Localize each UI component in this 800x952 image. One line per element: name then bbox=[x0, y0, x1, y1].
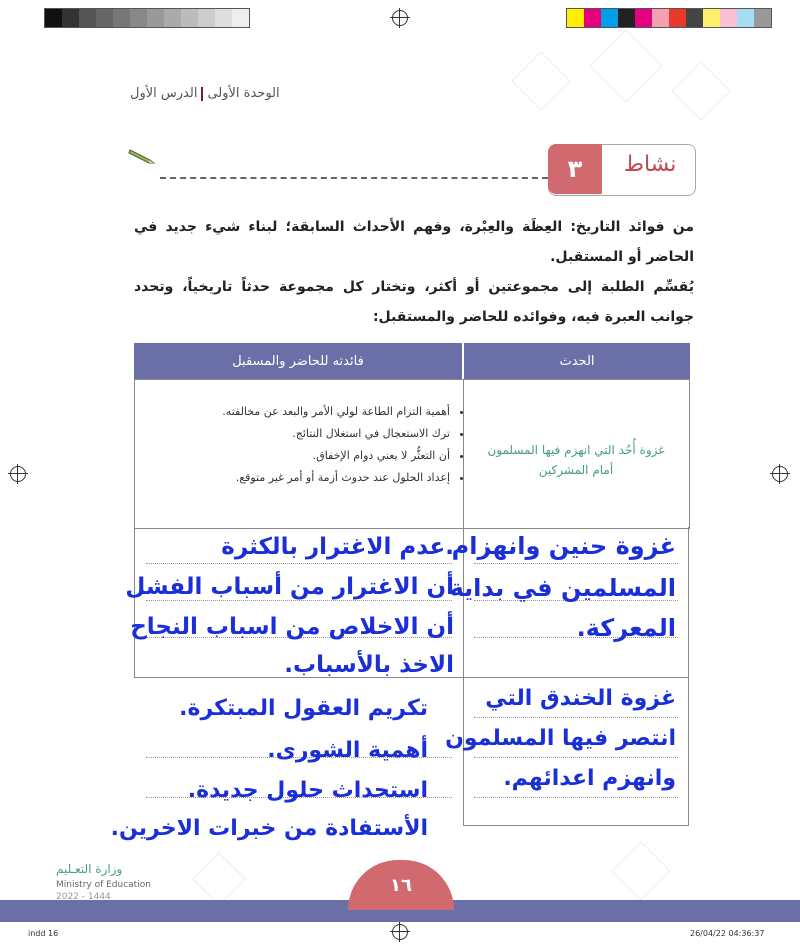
print-timestamp: 26/04/22 04:36:37 bbox=[690, 929, 765, 938]
registration-mark-icon bbox=[10, 466, 26, 482]
list-item: • ترك الاستعجال في استغلال النتائج. bbox=[150, 427, 450, 440]
writing-line bbox=[146, 600, 452, 601]
writing-line bbox=[474, 797, 678, 798]
decor-shape bbox=[511, 51, 570, 110]
handwritten-benefit-line: تكريم العقول المبتكرة. bbox=[179, 696, 428, 721]
grayscale-bar bbox=[44, 8, 250, 28]
writing-line bbox=[146, 563, 452, 564]
handwritten-event-line: انتصر فيها المسلمون bbox=[445, 726, 676, 751]
example-benefits-list bbox=[150, 405, 464, 493]
activity-number: ٣ bbox=[548, 144, 602, 194]
breadcrumb-lesson: الدرس الأول bbox=[130, 86, 198, 101]
table-left-border bbox=[134, 527, 135, 677]
handwritten-benefit-line: استحداث حلول جديدة. bbox=[187, 778, 428, 803]
header-divider bbox=[462, 343, 464, 379]
column-header-benefit: فائدته للحاضر والمسقبل bbox=[134, 343, 462, 379]
handwritten-event-line: المعركة. bbox=[576, 614, 676, 642]
registration-mark-icon bbox=[392, 10, 408, 26]
color-bar bbox=[566, 8, 772, 28]
handwritten-event-line: وانهزم اعدائهم. bbox=[503, 766, 676, 791]
handwritten-benefit-line: الأستفادة من خبرات الاخرين. bbox=[110, 816, 428, 841]
table-right-border bbox=[688, 527, 689, 825]
list-item: • أن التعثُّر لا يعني دوام الإخفاق. bbox=[150, 449, 450, 462]
registration-mark-icon bbox=[772, 466, 788, 482]
ministry-english: Ministry of Education bbox=[56, 880, 151, 890]
list-item: • إعداد الحلول عند حدوث أزمة أو أمر غير متوقع. bbox=[150, 471, 450, 484]
handwritten-benefit-line: أهمية الشورى. bbox=[267, 738, 428, 763]
print-slug: indd 16 bbox=[28, 929, 59, 938]
column-header-event: الحدث bbox=[464, 343, 690, 379]
page-number: ١٦ bbox=[348, 860, 454, 910]
breadcrumb bbox=[130, 86, 280, 101]
writing-line bbox=[474, 757, 678, 758]
handwritten-benefit-line: أن الاغترار من أسباب الفشل bbox=[125, 574, 454, 600]
activity-label: نشاط bbox=[623, 152, 677, 177]
handwritten-benefit-line: أن الاخلاص من اسباب النجاح bbox=[130, 614, 454, 640]
activity-divider bbox=[160, 177, 548, 179]
breadcrumb-unit: الوحدة الأولى bbox=[207, 86, 280, 101]
decor-shape bbox=[611, 841, 670, 900]
decor-shape bbox=[589, 29, 663, 103]
row-divider bbox=[463, 825, 689, 826]
decor-shape bbox=[671, 61, 730, 120]
ministry-logo-text: وزارة التعـليم bbox=[56, 862, 123, 876]
writing-line bbox=[474, 563, 678, 564]
list-item: • أهمية التزام الطاعة لولي الأمر والبعد عن مخالفته. bbox=[150, 405, 450, 418]
handwritten-benefit-line: الاخذ بالأسباب. bbox=[284, 652, 454, 678]
pencil-icon bbox=[128, 148, 158, 164]
registration-mark-icon bbox=[392, 924, 408, 940]
writing-line bbox=[474, 717, 678, 718]
handwritten-event-line: المسلمين في بداية bbox=[449, 574, 676, 602]
example-event: غزوة أُحُد التي انهزم فيها المسلمون أمام المشركين bbox=[487, 443, 665, 477]
handwritten-event-line: غزوة الخندق التي bbox=[485, 686, 676, 711]
edition-year: 2022 - 1444 bbox=[56, 892, 111, 902]
handwritten-event-line: غزوة حنين وانهزام bbox=[451, 532, 676, 560]
decor-shape bbox=[192, 852, 246, 906]
handwritten-benefit-line: .عدم الاغترار بالكثرة bbox=[221, 534, 454, 560]
instruction-paragraph: يُقسِّم الطلبة إلى مجموعتين أو أكثر، وتختار كل مجموعة حدثاً تاريخياً، وتحدد جوانب العبرة فيه، وفوائده للحاضر والمستقبل: bbox=[134, 279, 694, 325]
intro-paragraph: من فوائد التاريخ: العِظَة والعِبْرة، وفهم الأحداث السابقة؛ لبناء شيء جديد في الحاضر أو المستقبل. bbox=[134, 219, 694, 265]
